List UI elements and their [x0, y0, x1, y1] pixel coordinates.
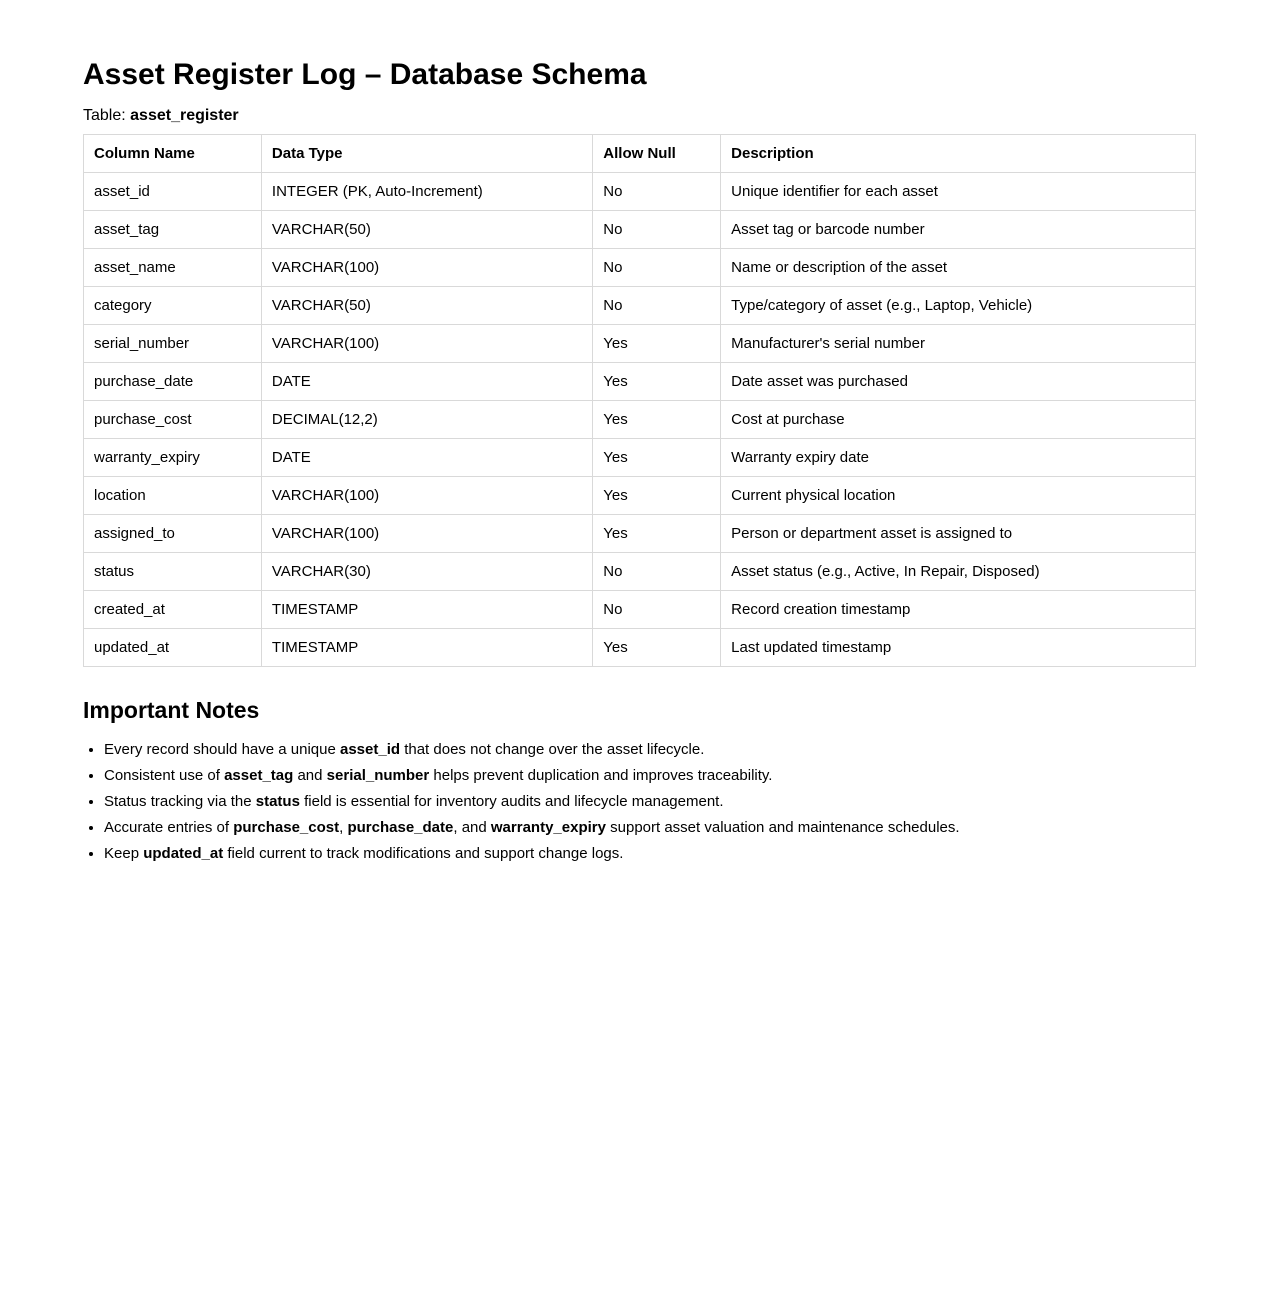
table-cell: VARCHAR(50): [261, 287, 592, 325]
table-cell: updated_at: [84, 629, 262, 667]
table-cell: INTEGER (PK, Auto-Increment): [261, 173, 592, 211]
table-cell: Person or department asset is assigned to: [721, 515, 1196, 553]
table-row: [84, 401, 1196, 439]
note-item: [104, 793, 1196, 810]
table-row: [84, 287, 1196, 325]
note-field-name: purchase_cost: [233, 819, 340, 836]
notes-heading: Important Notes: [83, 697, 260, 723]
table-cell: Name or description of the asset: [721, 249, 1196, 287]
column-header: Column Name: [84, 135, 262, 173]
table-row: [84, 439, 1196, 477]
table-cell: No: [593, 591, 721, 629]
table-row: [84, 553, 1196, 591]
note-text: ,: [339, 819, 348, 836]
table-cell: VARCHAR(100): [261, 515, 592, 553]
table-cell: Manufacturer's serial number: [721, 325, 1196, 363]
table-row: [84, 249, 1196, 287]
note-field-name: asset_tag: [224, 767, 294, 784]
table-cell: Yes: [593, 629, 721, 667]
table-row: [84, 211, 1196, 249]
table-cell: VARCHAR(30): [261, 553, 592, 591]
table-row: [84, 477, 1196, 515]
table-cell: VARCHAR(100): [261, 249, 592, 287]
column-header: Description: [721, 135, 1196, 173]
note-item: [104, 819, 1196, 836]
table-cell: purchase_cost: [84, 401, 262, 439]
column-header: Data Type: [261, 135, 592, 173]
note-text: Consistent use of: [104, 767, 225, 784]
table-label-prefix: Table:: [83, 107, 131, 124]
table-cell: DECIMAL(12,2): [261, 401, 592, 439]
schema-table: [83, 134, 1196, 667]
table-cell: Unique identifier for each asset: [721, 173, 1196, 211]
table-cell: location: [84, 477, 262, 515]
table-cell: Current physical location: [721, 477, 1196, 515]
note-field-name: asset_id: [339, 741, 401, 758]
page-title: Asset Register Log – Database Schema: [83, 58, 647, 91]
table-cell: purchase_date: [84, 363, 262, 401]
table-cell: Asset status (e.g., Active, In Repair, Disposed): [721, 553, 1196, 591]
table-cell: asset_tag: [84, 211, 262, 249]
table-cell: Yes: [593, 477, 721, 515]
schema-table-body: [84, 173, 1196, 667]
table-cell: TIMESTAMP: [261, 629, 592, 667]
column-header: Allow Null: [593, 135, 721, 173]
note-text: Keep: [104, 845, 144, 862]
note-text: Every record should have a unique: [104, 741, 340, 758]
note-text: Status tracking via the: [104, 793, 256, 810]
table-cell: asset_name: [84, 249, 262, 287]
note-field-name: status: [255, 793, 300, 810]
notes-list: [83, 741, 1196, 862]
table-cell: VARCHAR(100): [261, 477, 592, 515]
note-text: Accurate entries of: [104, 819, 234, 836]
table-cell: DATE: [261, 363, 592, 401]
table-cell: Yes: [593, 401, 721, 439]
note-text: that does not change over the asset lifecycle.: [400, 741, 705, 758]
table-cell: Record creation timestamp: [721, 591, 1196, 629]
table-cell: asset_id: [84, 173, 262, 211]
table-cell: Type/category of asset (e.g., Laptop, Vehicle): [721, 287, 1196, 325]
table-row: [84, 515, 1196, 553]
table-cell: assigned_to: [84, 515, 262, 553]
table-row: [84, 173, 1196, 211]
note-text: support asset valuation and maintenance schedules.: [605, 819, 960, 836]
table-cell: Cost at purchase: [721, 401, 1196, 439]
table-cell: TIMESTAMP: [261, 591, 592, 629]
note-text: field current to track modifications and support change logs.: [223, 845, 624, 862]
table-cell: serial_number: [84, 325, 262, 363]
note-field-name: warranty_expiry: [490, 819, 606, 836]
table-row: [84, 629, 1196, 667]
table-cell: status: [84, 553, 262, 591]
note-text: and: [293, 767, 327, 784]
table-cell: Last updated timestamp: [721, 629, 1196, 667]
note-field-name: updated_at: [143, 845, 224, 862]
table-cell: Yes: [593, 325, 721, 363]
table-label: [83, 107, 1196, 125]
table-row: [84, 363, 1196, 401]
table-cell: No: [593, 553, 721, 591]
table-cell: No: [593, 287, 721, 325]
note-item: [104, 845, 1196, 862]
note-field-name: purchase_date: [347, 819, 454, 836]
note-field-name: serial_number: [326, 767, 430, 784]
note-item: [104, 741, 1196, 758]
table-cell: No: [593, 211, 721, 249]
note-text: helps prevent duplication and improves traceability.: [429, 767, 773, 784]
table-cell: No: [593, 249, 721, 287]
table-cell: DATE: [261, 439, 592, 477]
schema-table-header-row: [84, 135, 1196, 173]
table-cell: Yes: [593, 363, 721, 401]
table-cell: Yes: [593, 439, 721, 477]
table-cell: Warranty expiry date: [721, 439, 1196, 477]
table-cell: VARCHAR(100): [261, 325, 592, 363]
table-cell: No: [593, 173, 721, 211]
note-text: field is essential for inventory audits and lifecycle management.: [299, 793, 724, 810]
table-row: [84, 325, 1196, 363]
table-row: [84, 591, 1196, 629]
table-cell: Date asset was purchased: [721, 363, 1196, 401]
table-cell: Yes: [593, 515, 721, 553]
table-name: asset_register: [130, 107, 239, 124]
note-item: [104, 767, 1196, 784]
note-text: , and: [453, 819, 491, 836]
table-cell: warranty_expiry: [84, 439, 262, 477]
table-cell: category: [84, 287, 262, 325]
table-cell: created_at: [84, 591, 262, 629]
table-cell: Asset tag or barcode number: [721, 211, 1196, 249]
table-cell: VARCHAR(50): [261, 211, 592, 249]
